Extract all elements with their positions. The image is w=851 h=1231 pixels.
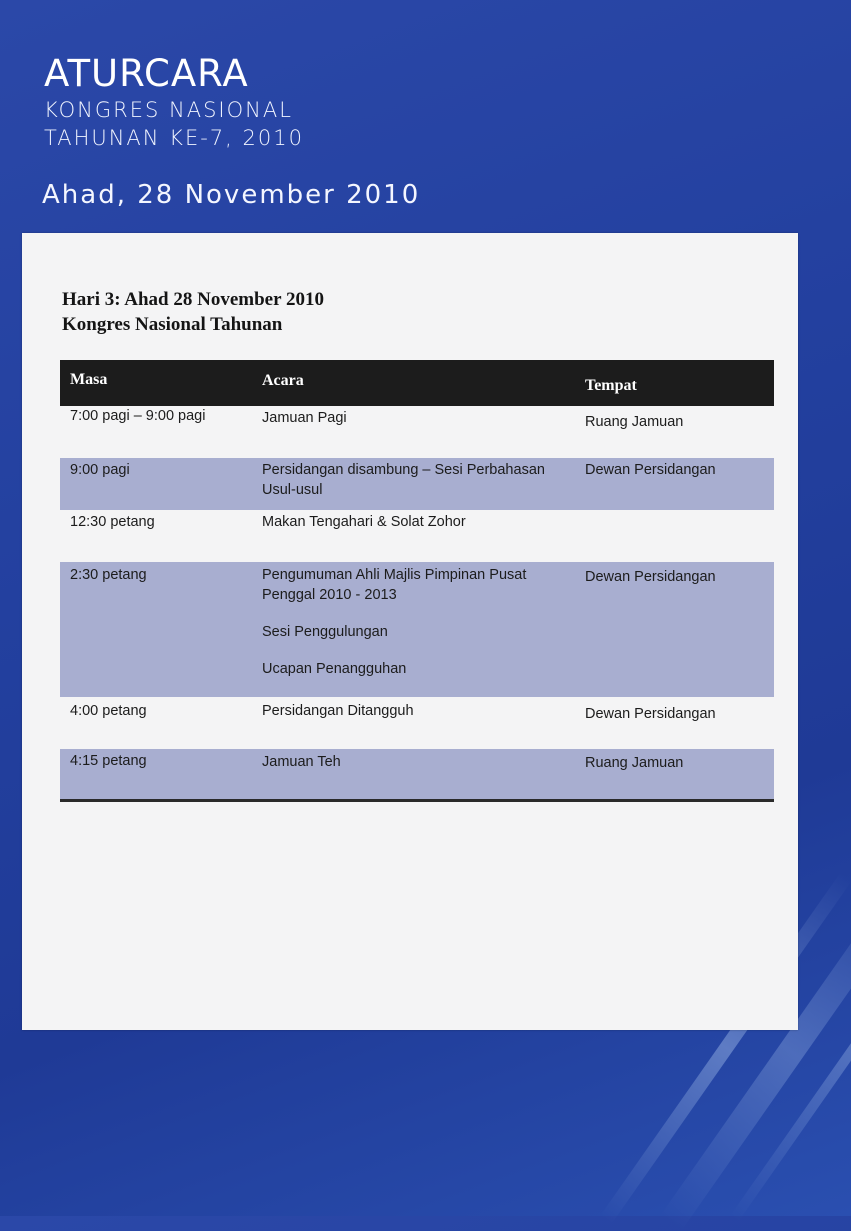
table-row (60, 406, 774, 458)
row-time: 4:15 petang (70, 753, 147, 769)
row-event (262, 701, 572, 721)
row-event (262, 752, 572, 772)
row-event (262, 512, 572, 532)
cover-subtitle-line2: TAHUNAN KE-7, 2010 (44, 126, 304, 150)
event-line: Jamuan Teh (262, 754, 341, 770)
row-time: 9:00 pagi (70, 462, 130, 478)
row-time: 7:00 pagi – 9:00 pagi (70, 408, 206, 424)
schedule-sheet (22, 233, 798, 1030)
row-event (262, 460, 572, 500)
row-time: 2:30 petang (70, 567, 147, 583)
event-line: Persidangan Ditangguh (262, 703, 414, 719)
event-line: Ucapan Penangguhan (262, 661, 407, 677)
sheet-heading-day: Hari 3: Ahad 28 November 2010 (62, 289, 324, 310)
column-header-acara: Acara (262, 372, 304, 389)
event-line: Persidangan disambung – Sesi Perbahasan (262, 462, 545, 478)
row-event (262, 565, 572, 679)
cover-header (44, 52, 304, 152)
event-line: Jamuan Pagi (262, 410, 347, 426)
table-row (60, 749, 774, 799)
cover-subtitle-line1: KONGRES NASIONAL (44, 98, 293, 122)
row-venue: Ruang Jamuan (585, 755, 684, 771)
cover-date: Ahad, 28 November 2010 (42, 180, 421, 210)
sheet-heading-event: Kongres Nasional Tahunan (62, 314, 283, 335)
table-bottom-rule (60, 799, 774, 802)
table-row (60, 562, 774, 697)
column-header-masa: Masa (70, 371, 108, 388)
row-venue: Dewan Persidangan (585, 569, 716, 585)
table-row (60, 510, 774, 562)
row-time: 12:30 petang (70, 514, 155, 530)
event-line: Penggal 2010 - 2013 (262, 587, 397, 603)
cover-title: ATURCARA (44, 52, 249, 95)
row-time: 4:00 petang (70, 703, 147, 719)
column-header-tempat: Tempat (585, 377, 637, 394)
event-line: Makan Tengahari & Solat Zohor (262, 514, 466, 530)
schedule-table (60, 360, 774, 802)
row-venue: Dewan Persidangan (585, 462, 716, 478)
row-venue: Ruang Jamuan (585, 414, 684, 430)
event-line: Pengumuman Ahli Majlis Pimpinan Pusat (262, 567, 527, 583)
sheet-heading (62, 287, 324, 337)
row-event (262, 408, 572, 428)
event-line: Sesi Penggulungan (262, 624, 388, 640)
table-header (60, 360, 774, 406)
table-row (60, 697, 774, 749)
row-venue: Dewan Persidangan (585, 706, 716, 722)
table-row (60, 458, 774, 510)
event-line: Usul-usul (262, 482, 323, 498)
